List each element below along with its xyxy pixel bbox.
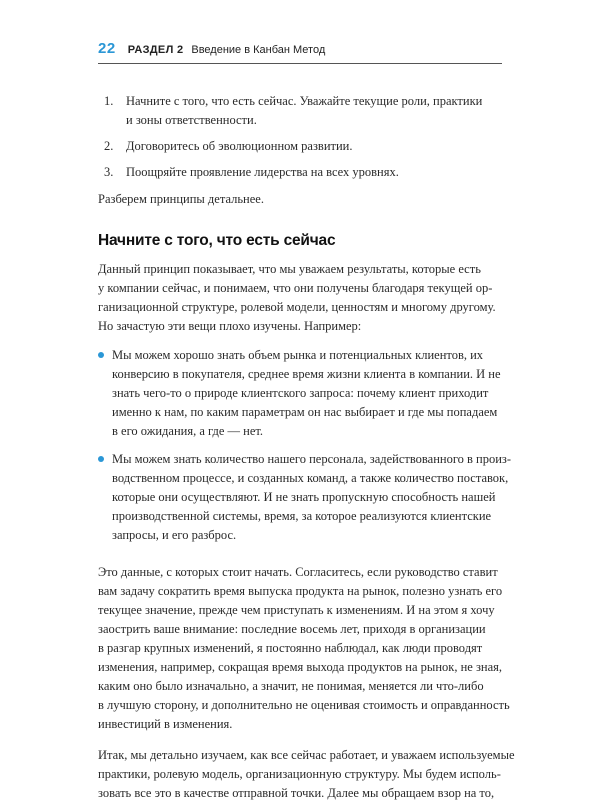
text-line: Поощряйте проявление лидерства на всех уровнях.: [126, 165, 399, 179]
list-item: [98, 137, 502, 156]
intro-paragraph: Разберем принципы детальнее.: [98, 192, 264, 206]
text-line: Начните с того, что есть сейчас. Уважайте текущие роли, практики: [126, 94, 483, 108]
bullet-item: [98, 346, 502, 441]
running-header: [98, 40, 502, 64]
page-number: 22: [98, 40, 116, 57]
paragraph: [98, 260, 502, 336]
text-line: Данный принцип показывает, что мы уважаем результаты, которые есть: [98, 262, 481, 276]
text-line: Но зачастую эти вещи плохо изучены. Например:: [98, 319, 362, 333]
text-line: практики, ролевую модель, организационную структуру. Мы будем исполь-: [98, 767, 501, 781]
text-line: водственном процессе, и созданных команд, а также количество поставок,: [112, 471, 509, 485]
list-item-text: [126, 92, 502, 130]
list-item-text: [126, 137, 502, 156]
text-line: в его ожидания, а где — нет.: [112, 424, 264, 438]
text-line: производственной системы, время, за которое реализуются клиентские: [112, 509, 492, 523]
text-line: инвестиций в изменения.: [98, 717, 233, 731]
section-title: Введение в Канбан Метод: [191, 44, 326, 56]
header-divider: [98, 63, 502, 64]
paragraph: [98, 563, 510, 734]
list-item: [98, 92, 502, 130]
bullet-icon: [98, 456, 104, 462]
text-line: заострить ваше внимание: последние восемь лет, приходя в организации: [98, 622, 486, 636]
examples-list: [98, 346, 512, 545]
text-line: Мы можем хорошо знать объем рынка и потенциальных клиентов, их: [112, 348, 484, 362]
list-item: [98, 163, 502, 182]
text-line: конверсию в покупателя, среднее время жизни клиента в компании. И не: [112, 367, 501, 381]
list-number: 3.: [104, 165, 114, 179]
paragraph: [98, 746, 515, 803]
text-line: в лучшую сторону, и дополнительно не оценивая стоимость и оправданность: [98, 698, 510, 712]
text-line: в разгар крупных изменений, я постоянно наблюдал, как люди проводят: [98, 641, 483, 655]
text-line: Договоритесь об эволюционном развитии.: [126, 139, 353, 153]
text-line: которые они осуществляют. И не знать пропускную способность нашей: [112, 490, 496, 504]
text-line: именно к нам, по каким параметрам он нас выбирает и где мы попадаем: [112, 405, 498, 419]
list-number: 1.: [104, 94, 114, 108]
principles-list: [98, 92, 502, 182]
list-item-text: [126, 163, 502, 182]
text-line: изменения, например, сокращая время выхода продуктов на рынок, не зная,: [98, 660, 502, 674]
text-line: Итак, мы детально изучаем, как все сейчас работает, и уважаем используемые: [98, 748, 515, 762]
text-line: Мы можем знать количество нашего персонала, задействованного в произ-: [112, 452, 512, 466]
bullet-item: [98, 450, 512, 545]
text-line: каким оно было изначально, а значит, не понимая, меняется ли что-либо: [98, 679, 484, 693]
text-line: ганизационной структуре, ролевой модели, ценностям и многому другому.: [98, 300, 496, 314]
text-line: зовать все это в качестве отправной точки. Далее мы обращаем взор на то,: [98, 786, 495, 800]
bullet-icon: [98, 352, 104, 358]
text-line: знать чего-то о природе клиентского запроса: почему клиент приходит: [112, 386, 489, 400]
list-number: 2.: [104, 139, 114, 153]
text-line: Это данные, с которых стоит начать. Согласитесь, если руководство ставит: [98, 565, 498, 579]
text-line: и зоны ответственности.: [126, 113, 257, 127]
text-line: у компании сейчас, и понимаем, что они получены благодаря текущей ор-: [98, 281, 493, 295]
text-line: текущее значение, прежде чем приступать к изменениям. И на этом я хочу: [98, 603, 495, 617]
page-body: [98, 92, 515, 803]
text-line: вам задачу сократить время выпуска продукта на рынок, полезно узнать его: [98, 584, 503, 598]
text-line: запросы, и его разброс.: [112, 528, 237, 542]
section-label: РАЗДЕЛ 2: [127, 44, 184, 56]
section-heading: Начните с того, что есть сейчас: [98, 232, 336, 249]
